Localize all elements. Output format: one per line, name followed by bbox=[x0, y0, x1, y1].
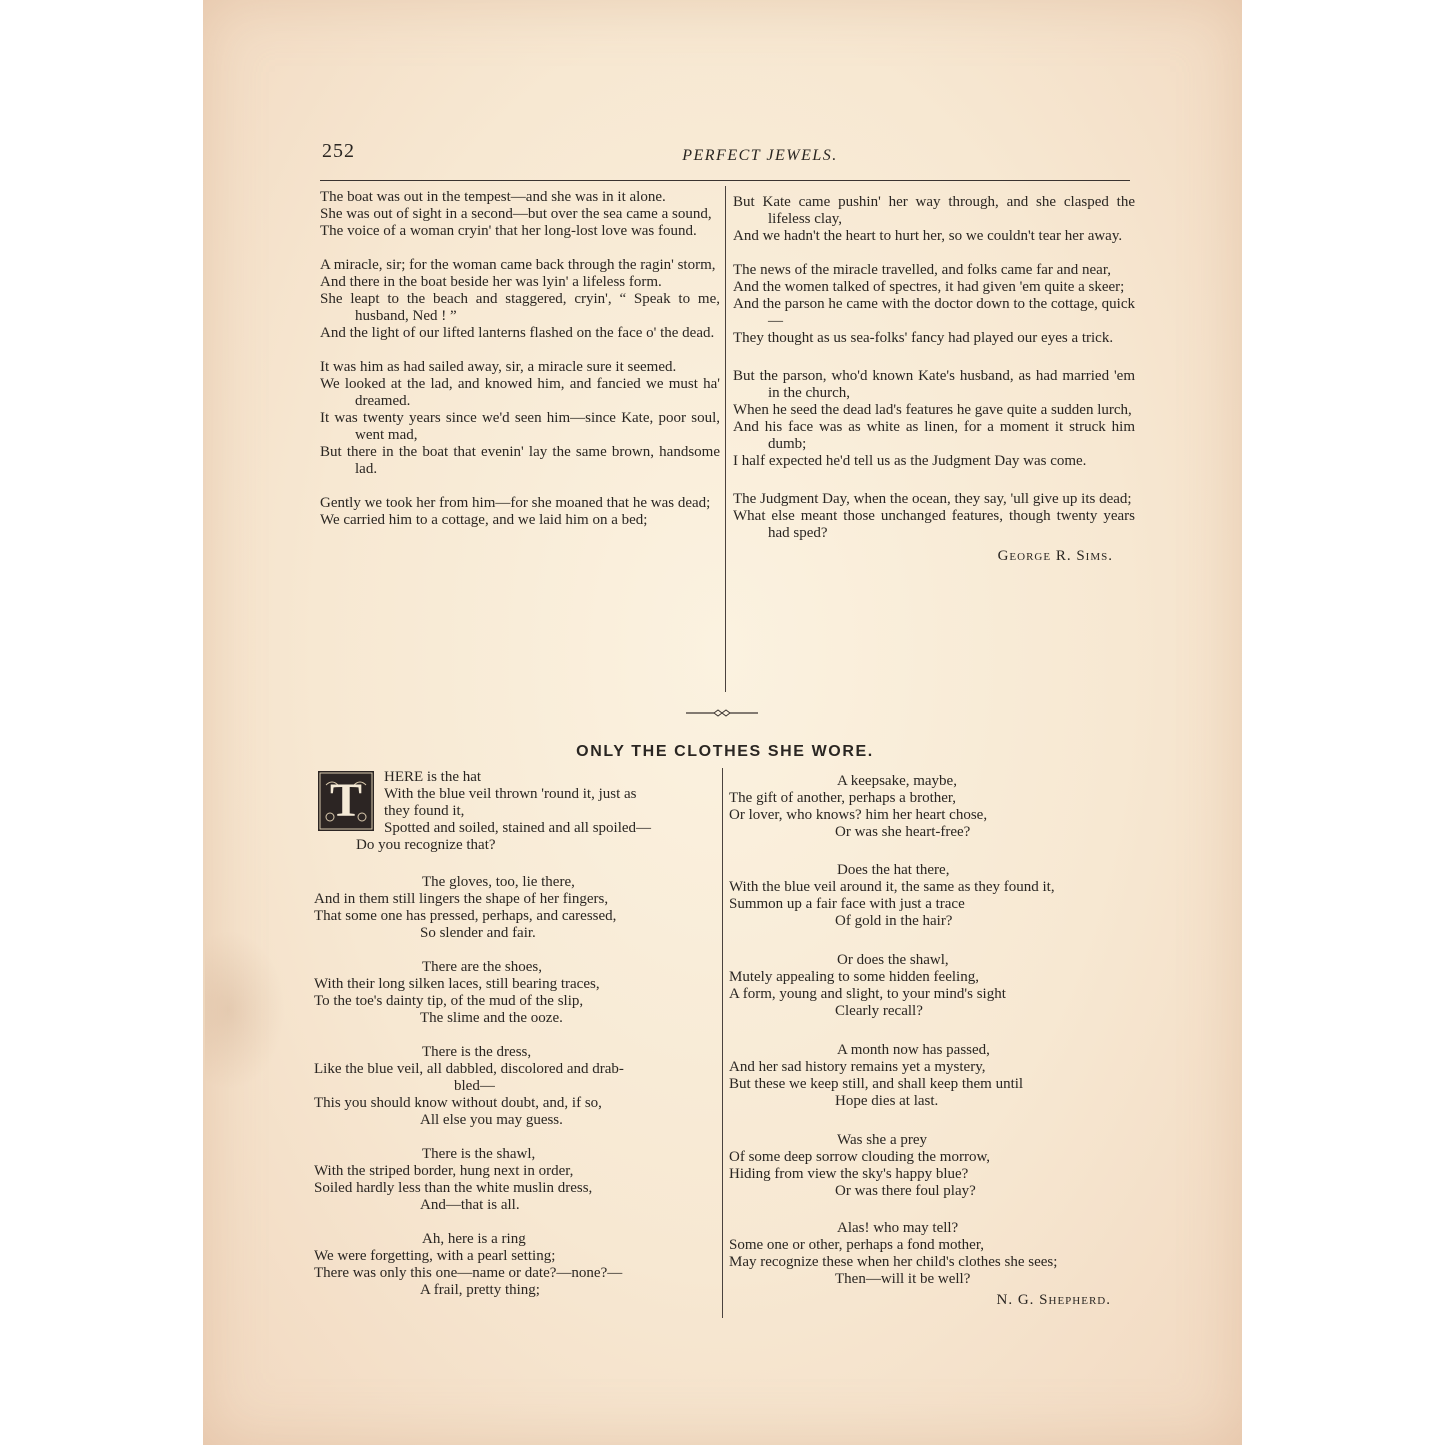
stanza bbox=[729, 773, 1139, 841]
poem-line: There is the shawl, bbox=[422, 1146, 536, 1162]
poem-line: And his face was as white as linen, for a moment it struck him dumb; bbox=[733, 419, 1135, 452]
poem-line: It was twenty years since we'd seen him—since Kate, poor soul, went mad, bbox=[320, 410, 720, 443]
drop-cap-letter: T bbox=[329, 774, 362, 827]
poem-line: Or does the shawl, bbox=[837, 952, 949, 968]
stanza bbox=[314, 1146, 719, 1214]
poem-line: bled— bbox=[454, 1078, 495, 1094]
running-head: PERFECT JEWELS. bbox=[682, 147, 838, 164]
poem-line: We looked at the lad, and knowed him, and fancied we must ha' dreamed. bbox=[320, 376, 720, 409]
paper-stain bbox=[205, 930, 285, 1090]
poem-line: Some one or other, perhaps a fond mother, bbox=[729, 1237, 984, 1253]
poem-line: The gift of another, perhaps a brother, bbox=[729, 790, 957, 806]
poem-line: And there in the boat beside her was lyin' a lifeless form. bbox=[320, 274, 662, 290]
poem-line: The boat was out in the tempest—and she was in it alone. bbox=[320, 189, 666, 205]
poem-line: Was she a prey bbox=[837, 1132, 928, 1148]
poem2-left-column bbox=[314, 769, 719, 1316]
poem2-right-column bbox=[729, 773, 1139, 1309]
stanza bbox=[320, 359, 720, 478]
poem1-right-column bbox=[733, 194, 1135, 565]
first-stanza bbox=[314, 769, 719, 854]
poem-line: Soiled hardly less than the white muslin dress, bbox=[314, 1180, 593, 1196]
poem-line: Ah, here is a ring bbox=[422, 1231, 526, 1247]
poem-line: I half expected he'd tell us as the Judgment Day was come. bbox=[733, 453, 1087, 469]
stanza bbox=[320, 257, 720, 342]
poem-line: And we hadn't the heart to hurt her, so we couldn't tear her away. bbox=[733, 228, 1123, 244]
poem-line: And the light of our lifted lanterns flashed on the face o' the dead. bbox=[320, 325, 715, 341]
poem-line: A miracle, sir; for the woman came back through the ragin' storm, bbox=[320, 257, 716, 273]
poem-line: And—that is all. bbox=[420, 1197, 520, 1213]
poem-line: To the toe's dainty tip, of the mud of the slip, bbox=[314, 993, 584, 1009]
poem-line: Do you recognize that? bbox=[356, 837, 496, 853]
poem-line: That some one has pressed, perhaps, and caressed, bbox=[314, 908, 617, 924]
author-signature: N. G. Shepherd. bbox=[996, 1292, 1111, 1308]
stanza bbox=[733, 262, 1135, 347]
poem-line: This you should know without doubt, and, if so, bbox=[314, 1095, 602, 1111]
poem1-left-column bbox=[320, 189, 720, 546]
poem-line: What else meant those unchanged features, though twenty years had sped? bbox=[733, 508, 1135, 541]
poem-line: With their long silken laces, still bearing traces, bbox=[314, 976, 600, 992]
column-rule bbox=[725, 186, 726, 692]
stanza bbox=[729, 1132, 1139, 1200]
stanza bbox=[733, 368, 1135, 470]
poem-line: Does the hat there, bbox=[837, 862, 950, 878]
poem-line: The Judgment Day, when the ocean, they say, 'ull give up its dead; bbox=[733, 491, 1132, 507]
poem-line: Of gold in the hair? bbox=[835, 913, 953, 929]
poem-line: Gently we took her from him—for she moaned that he was dead; bbox=[320, 495, 711, 511]
poem-line: But these we keep still, and shall keep them until bbox=[729, 1076, 1024, 1092]
stanza bbox=[314, 1044, 719, 1129]
poem-line: Then—will it be well? bbox=[835, 1271, 971, 1287]
poem-line: There was only this one—name or date?—none?— bbox=[314, 1265, 623, 1281]
stanza bbox=[314, 959, 719, 1027]
poem-line: And the parson he came with the doctor down to the cottage, quick— bbox=[733, 296, 1135, 329]
poem-line: Like the blue veil, all dabbled, discolored and drab- bbox=[314, 1061, 624, 1077]
poem-line: But the parson, who'd known Kate's husband, as had married 'em in the church, bbox=[733, 368, 1135, 401]
stanza bbox=[733, 491, 1135, 542]
poem-line: There is the dress, bbox=[422, 1044, 532, 1060]
poem-line: Mutely appealing to some hidden feeling, bbox=[729, 969, 979, 985]
poem-line: With the blue veil around it, the same as they found it, bbox=[729, 879, 1055, 895]
poem-line: A form, young and slight, to your mind's sight bbox=[729, 986, 1006, 1002]
author-signature: George R. Sims. bbox=[997, 548, 1113, 564]
poem-line: A keepsake, maybe, bbox=[837, 773, 957, 789]
poem-line: A frail, pretty thing; bbox=[420, 1282, 540, 1298]
poem-line: With the blue veil thrown 'round it, just as bbox=[384, 786, 637, 802]
header-rule bbox=[320, 180, 1130, 181]
stanza bbox=[314, 874, 719, 942]
poem-line: Hiding from view the sky's happy blue? bbox=[729, 1166, 969, 1182]
poem-line: They thought as us sea-folks' fancy had played our eyes a trick. bbox=[733, 330, 1114, 346]
poem-line: Or lover, who knows? him her heart chose, bbox=[729, 807, 988, 823]
stanza bbox=[729, 862, 1139, 930]
poem-line: they found it, bbox=[384, 803, 465, 819]
poem-line: May recognize these when her child's clothes she sees; bbox=[729, 1254, 1058, 1270]
poem-line: And the women talked of spectres, it had given 'em quite a skeer; bbox=[733, 279, 1125, 295]
poem-line: There are the shoes, bbox=[422, 959, 542, 975]
stanza bbox=[314, 1231, 719, 1299]
stanza bbox=[320, 189, 720, 240]
poem-line: Summon up a fair face with just a trace bbox=[729, 896, 965, 912]
poem-line: Spotted and soiled, stained and all spoiled— bbox=[384, 820, 652, 836]
poem-line: She leapt to the beach and staggered, cryin', “ Speak to me, husband, Ned ! ” bbox=[320, 291, 720, 324]
stanza bbox=[733, 194, 1135, 245]
poem-line: A month now has passed, bbox=[837, 1042, 990, 1058]
poem-line: Of some deep sorrow clouding the morrow, bbox=[729, 1149, 991, 1165]
poem-line: So slender and fair. bbox=[420, 925, 536, 941]
poem-line: With the striped border, hung next in order, bbox=[314, 1163, 574, 1179]
poem-line: But there in the boat that evenin' lay the same brown, handsome lad. bbox=[320, 444, 720, 477]
poem-line: Hope dies at last. bbox=[835, 1093, 939, 1109]
ornament-divider-icon bbox=[686, 706, 758, 720]
poem-line: The voice of a woman cryin' that her long-lost love was found. bbox=[320, 223, 697, 239]
poem-line: Or was there foul play? bbox=[835, 1183, 976, 1199]
drop-cap bbox=[318, 771, 374, 831]
stanza bbox=[320, 495, 720, 529]
poem-line: But Kate came pushin' her way through, and she clasped the lifeless clay, bbox=[733, 194, 1135, 227]
poem-line: The slime and the ooze. bbox=[420, 1010, 563, 1026]
poem-line: And her sad history remains yet a mystery, bbox=[729, 1059, 986, 1075]
poem-line: Or was she heart-free? bbox=[835, 824, 971, 840]
stanza bbox=[729, 1042, 1139, 1110]
stanza bbox=[729, 952, 1139, 1020]
poem-line: It was him as had sailed away, sir, a miracle sure it seemed. bbox=[320, 359, 677, 375]
poem-line: We carried him to a cottage, and we laid him on a bed; bbox=[320, 512, 648, 528]
poem-line: HERE is the hat bbox=[384, 769, 482, 785]
poem-line: We were forgetting, with a pearl setting; bbox=[314, 1248, 556, 1264]
poem-line: All else you may guess. bbox=[420, 1112, 563, 1128]
poem-line: She was out of sight in a second—but over the sea came a sound, bbox=[320, 206, 712, 222]
poem-title: ONLY THE CLOTHES SHE WORE. bbox=[576, 743, 874, 760]
poem-line: And in them still lingers the shape of her fingers, bbox=[314, 891, 609, 907]
poem-line: Clearly recall? bbox=[835, 1003, 923, 1019]
poem-line: The news of the miracle travelled, and folks came far and near, bbox=[733, 262, 1111, 278]
poem-line: Alas! who may tell? bbox=[837, 1220, 959, 1236]
page-number: 252 bbox=[322, 140, 355, 162]
column-rule bbox=[722, 768, 723, 1318]
poem-line: The gloves, too, lie there, bbox=[422, 874, 575, 890]
poem-line: When he seed the dead lad's features he gave quite a sudden lurch, bbox=[733, 402, 1132, 418]
stanza bbox=[729, 1220, 1139, 1288]
